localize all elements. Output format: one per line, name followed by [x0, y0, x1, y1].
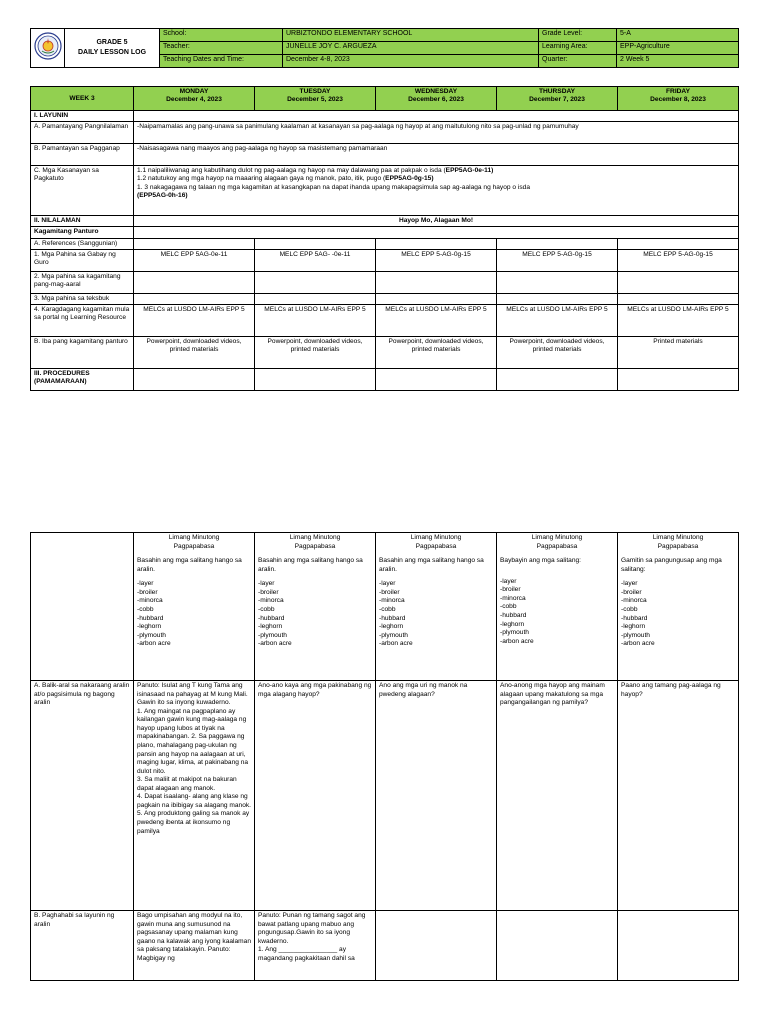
pamantayang-pangnilalaman-text: -Naipamamalas ang pang-unawa sa panimulang kaalaman at kasanayan sa pag-aalaga ng hayop at ang maitutulong nito sa pag-unlad ng pamumuhay — [134, 122, 739, 144]
grade-level-label: Grade Level: — [539, 29, 617, 42]
paghahabi-row — [31, 911, 739, 981]
teksbuk-label: 3. Mga pahina sa teksbuk — [31, 293, 134, 304]
learning-resource-mon: MELCs at LUSDO LM-AIRs EPP 5 — [134, 305, 255, 337]
gabay-guro-mon: MELC EPP 5AG-0e-11 — [134, 249, 255, 271]
learning-resource-fri: MELCs at LUSDO LM-AIRs EPP 5 — [618, 305, 739, 337]
references-label: A. References (Sanggunian) — [31, 238, 134, 249]
learning-area-label: Learning Area: — [539, 42, 617, 55]
paghahabi-label: B. Paghahabi sa layunin ng aralin — [31, 911, 134, 981]
empty-cell — [134, 111, 739, 122]
day-friday: FRIDAY December 8, 2023 — [618, 87, 739, 111]
quarter-value: 2 Week 5 — [617, 55, 739, 68]
gabay-guro-label: 1. Mga Pahina sa Gabay ng Guro — [31, 249, 134, 271]
procedures-heading: III. PROCEDURES (PAMAMARAAN) — [31, 369, 134, 391]
empty-cell — [497, 911, 618, 981]
empty-cell — [134, 227, 739, 238]
iba-pang-kagamitan-tue: Powerpoint, downloaded videos, printed materials — [255, 337, 376, 369]
empty-cell — [376, 911, 497, 981]
deped-seal — [31, 29, 65, 68]
learning-resource-label: 4. Karagdagang kagamitan mula sa portal ng Learning Resource — [31, 305, 134, 337]
balik-aral-tue: Ano-ano kaya ang mga pakinabang ng mga alagang hayop? — [255, 681, 376, 911]
learning-resource-thu: MELCs at LUSDO LM-AIRs EPP 5 — [497, 305, 618, 337]
grade-level-value: 5-A — [617, 29, 739, 42]
pamantayang-pangnilalaman-label: A. Pamantayang Pangnilalaman — [31, 122, 134, 144]
teacher-label: Teacher: — [160, 42, 283, 55]
teacher-value: JUNELLE JOY C. ARGUEZA — [283, 42, 539, 55]
empty-cell — [31, 533, 134, 681]
week-header-row — [31, 87, 739, 111]
paghahabi-mon: Bago umpisahan ang modyul na ito, gawin muna ang sumusunod na pagsasanay upang malaman kung gaano na kalawak ang iyong kaalaman sa paksang tatalakayin. Panuto: Magbigay ng — [134, 911, 255, 981]
learning-area-value: EPP-Agriculture — [617, 42, 739, 55]
layunin-heading: I. LAYUNIN — [31, 111, 134, 122]
pamantayan-sa-pagganap-label: B. Pamantayan sa Pagganap — [31, 144, 134, 166]
log-title: DAILY LESSON LOG — [77, 49, 147, 56]
school-value: URBIZTONDO ELEMENTARY SCHOOL — [283, 29, 539, 42]
balik-aral-mon: Panuto: Isulat ang T kung Tama ang isinasaad na pahayag at M kung Mali. Gawin ito sa inyong kuwaderno. 1. Ang maingat na pagpaplano ay kailangan gawin kung mag-aalaga ng hayop upang lubos at tiyak na mapakinabangan. 2. Sa paggawa ng plano, mahalagang pag-ukulan ng pansin ang hayop na aalagaan at uri, maging lugar, klima, at pakinabang na dulot nito. 3. Sa maliit at makipot na bakuran dapat alagaan ang manok. 4. Dapat isaalang- alang ang klase ng pagkain na ibibigay sa alagang manok. 5. Ang produktong galing sa manok ay pwedeng ibenta at ikonsumo ng pamilya — [134, 681, 255, 911]
kagamitang-mag-aaral-label: 2. Mga pahina sa kagamitang pang-mag-aaral — [31, 271, 134, 293]
iba-pang-kagamitan-thu: Powerpoint, downloaded videos, printed materials — [497, 337, 618, 369]
iba-pang-kagamitan-label: B. Iba pang kagamitang panturo — [31, 337, 134, 369]
learning-resource-wed: MELCs at LUSDO LM-AIRs EPP 5 — [376, 305, 497, 337]
pagpapabasa-thu: Limang Minutong Pagpapabasa Baybayin ang mga salitang: -layer -broiler -minorca -cobb -hubbard -leghorn -plymouth -arbon acre — [497, 533, 618, 681]
pamantayan-sa-pagganap-text: -Naisasagawa nang maayos ang pag-aalaga ng hayop sa masistemang pamamaraan — [134, 144, 739, 166]
gabay-guro-tue: MELC EPP 5AG- -0e-11 — [255, 249, 376, 271]
grade-title-cell — [65, 29, 160, 68]
day-tuesday: TUESDAY December 5, 2023 — [255, 87, 376, 111]
kagamitan-heading: Kagamitang Panturo — [31, 227, 134, 238]
pagpapabasa-row — [31, 533, 739, 681]
pagpapabasa-fri: Limang Minutong Pagpapabasa Gamitin sa pangungusap ang mga salitang: -layer -broiler -minorca -cobb -hubbard -leghorn -plymouth -arbon acre — [618, 533, 739, 681]
paghahabi-tue: Panuto: Punan ng tamang sagot ang bawat patlang upang mabuo ang pngungusap.Gawin ito sa iyong kwaderno. 1. Ang ________________ ay magandang pagkakitaan dahil sa — [255, 911, 376, 981]
balik-aral-fri: Paano ang tamang pag-aalaga ng hayop? — [618, 681, 739, 911]
gabay-guro-thu: MELC EPP 5-AG-0g-15 — [497, 249, 618, 271]
day-thursday: THURSDAY December 7, 2023 — [497, 87, 618, 111]
balik-aral-label: A. Balik-aral sa nakaraang aralin at/o pagsisimula ng bagong aralin — [31, 681, 134, 911]
kasanayan-label: C. Mga Kasanayan sa Pagkatuto — [31, 166, 134, 216]
learning-resource-tue: MELCs at LUSDO LM-AIRs EPP 5 — [255, 305, 376, 337]
quarter-label: Quarter: — [539, 55, 617, 68]
empty-cell — [618, 911, 739, 981]
pagpapabasa-wed: Limang Minutong Pagpapabasa Basahin ang mga salitang hango sa aralin. -layer -broiler -minorca -cobb -hubbard -leghorn -plymouth -arbon acre — [376, 533, 497, 681]
pagpapabasa-mon: Limang Minutong Pagpapabasa Basahin ang mga salitang hango sa aralin. -layer -broiler -minorca -cobb -hubbard -leghorn -plymouth -arbon acre — [134, 533, 255, 681]
lesson-log-table — [30, 86, 739, 391]
balik-aral-row — [31, 681, 739, 911]
iba-pang-kagamitan-wed: Powerpoint, downloaded videos, printed materials — [376, 337, 497, 369]
dates-value: December 4-8, 2023 — [283, 55, 539, 68]
pagpapabasa-tue: Limang Minutong Pagpapabasa Basahin ang mga salitang hango sa aralin. -layer -broiler -minorca -cobb -hubbard -leghorn -plymouth -arbon acre — [255, 533, 376, 681]
procedures-table — [30, 532, 739, 981]
balik-aral-wed: Ano ang mga uri ng manok na pwedeng alagaan? — [376, 681, 497, 911]
day-wednesday: WEDNESDAY December 6, 2023 — [376, 87, 497, 111]
day-monday: MONDAY December 4, 2023 — [134, 87, 255, 111]
school-label: School: — [160, 29, 283, 42]
topic-title: Hayop Mo, Alagaan Mo! — [134, 216, 739, 227]
gabay-guro-wed: MELC EPP 5-AG-0g-15 — [376, 249, 497, 271]
iba-pang-kagamitan-fri: Printed materials — [618, 337, 739, 369]
dates-label: Teaching Dates and Time: — [160, 55, 283, 68]
kasanayan-text: 1.1 naipaliliwanag ang kabutihang dulot ng pag-aalaga ng hayop na may dalawang paa at pakpak o isda (EPP5AG-0e-11) 1.2 natutukoy ang mga hayop na maaaring alagaan gaya ng manok, pato, itik, pugo (EPP5AG-0g-15) 1. 3 nakagagawa ng talaan ng mga kagamitan at kasangkapan na dapat ihanda upang makapagsimula sap ag-aalaga ng hayop o isda (EPP5AG-0h-16) — [134, 166, 739, 216]
iba-pang-kagamitan-mon: Powerpoint, downloaded videos, printed materials — [134, 337, 255, 369]
week-label: WEEK 3 — [31, 87, 134, 111]
balik-aral-thu: Ano-anong mga hayop ang mainam alagaan upang makatulong sa mga pangangailangan ng pamilya? — [497, 681, 618, 911]
gabay-guro-fri: MELC EPP 5-AG-0g-15 — [618, 249, 739, 271]
header-table — [30, 28, 739, 68]
nilalaman-heading: II. NILALAMAN — [31, 216, 134, 227]
deped-seal-icon — [34, 32, 62, 60]
grade-label: GRADE 5 — [96, 39, 128, 46]
